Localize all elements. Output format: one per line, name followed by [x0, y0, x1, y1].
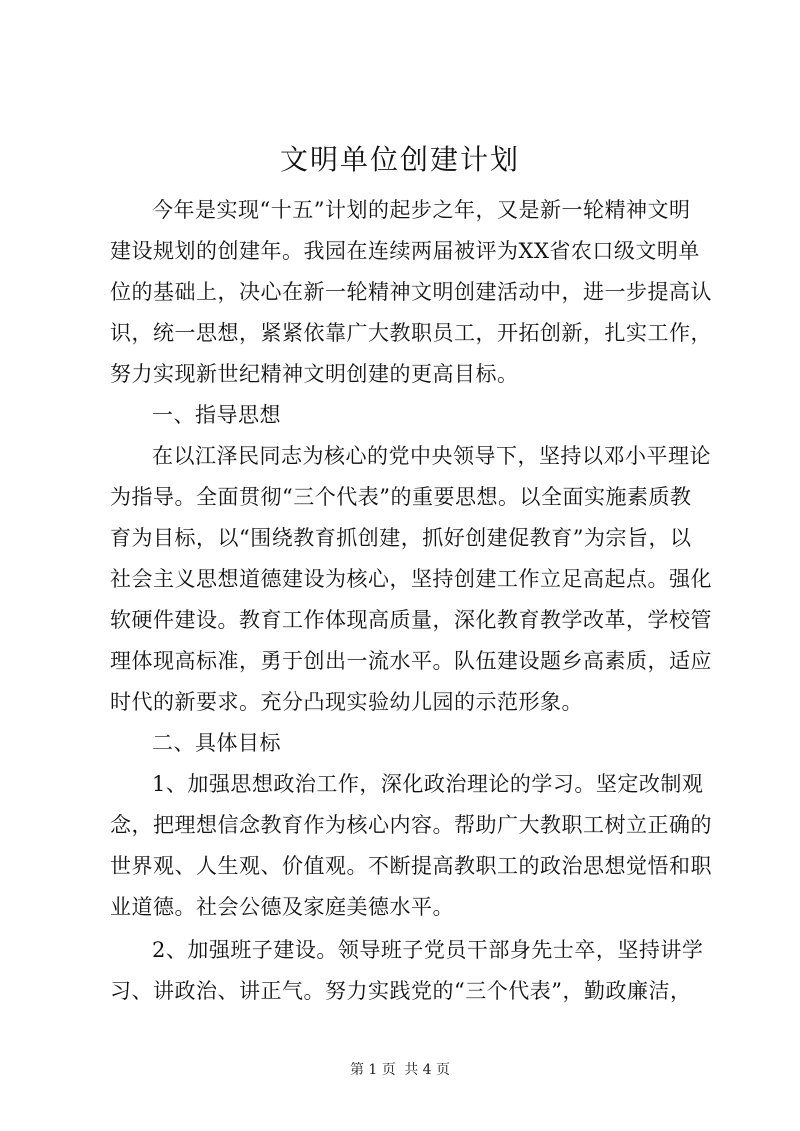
paragraph-line: 努力实现新世纪精神文明创建的更高目标。 [110, 362, 519, 386]
paragraph-line: 1、加强思想政治工作，深化政治理论的学习。坚定改制观 [152, 772, 704, 796]
paragraph-line: 育为目标，以“围绕教育抓创建，抓好创建促教育”为宗旨，以 [110, 526, 692, 550]
page-number: 第 1 页 [349, 1062, 396, 1078]
paragraph-line: 社会主义思想道德建设为核心，坚持创建工作立足高起点。强化 [110, 567, 712, 591]
document-body [110, 190, 712, 1012]
paragraph-line: 软硬件建设。教育工作体现高质量，深化教育教学改革，学校管 [110, 608, 712, 632]
section-heading: 二、具体目标 [152, 731, 281, 755]
paragraph-line: 业道德。社会公德及家庭美德水平。 [110, 895, 454, 919]
paragraph-line: 2、加强班子建设。领导班子党员干部身先士卒，坚持讲学 [152, 938, 704, 962]
paragraph-line: 识，统一思想，紧紧依靠广大教职员工，开拓创新，扎实工作， [110, 321, 712, 345]
paragraph-line: 习、讲政治、讲正气。努力实践党的“三个代表”，勤政廉洁， [110, 979, 692, 1003]
paragraph-line: 时代的新要求。充分凸现实验幼儿园的示范形象。 [110, 690, 583, 714]
paragraph-line: 世界观、人生观、价值观。不断提高教职工的政治思想觉悟和职 [110, 854, 712, 878]
paragraph-line: 今年是实现“十五”计划的起步之年，又是新一轮精神文明 [152, 198, 691, 222]
document-title: 文明单位创建计划 [279, 143, 520, 176]
paragraph-line: 念，把理想信念教育作为核心内容。帮助广大教职工树立正确的 [110, 813, 712, 837]
section-heading: 一、指导思想 [152, 403, 281, 427]
paragraph-line: 在以江泽民同志为核心的党中央领导下，坚持以邓小平理论 [152, 444, 711, 468]
paragraph-line: 理体现高标准，勇于创出一流水平。队伍建设题乡高素质，适应 [110, 649, 712, 673]
paragraph-line: 为指导。全面贯彻“三个代表”的重要思想。以全面实施素质教 [110, 485, 692, 509]
paragraph-line: 位的基础上，决心在新一轮精神文明创建活动中，进一步提高认 [110, 280, 712, 304]
page-footer [0, 1060, 800, 1080]
paragraph-line: 建设规划的创建年。我园在连续两届被评为XX省农口级文明单 [110, 239, 700, 263]
page-total: 共 4 页 [404, 1062, 451, 1078]
